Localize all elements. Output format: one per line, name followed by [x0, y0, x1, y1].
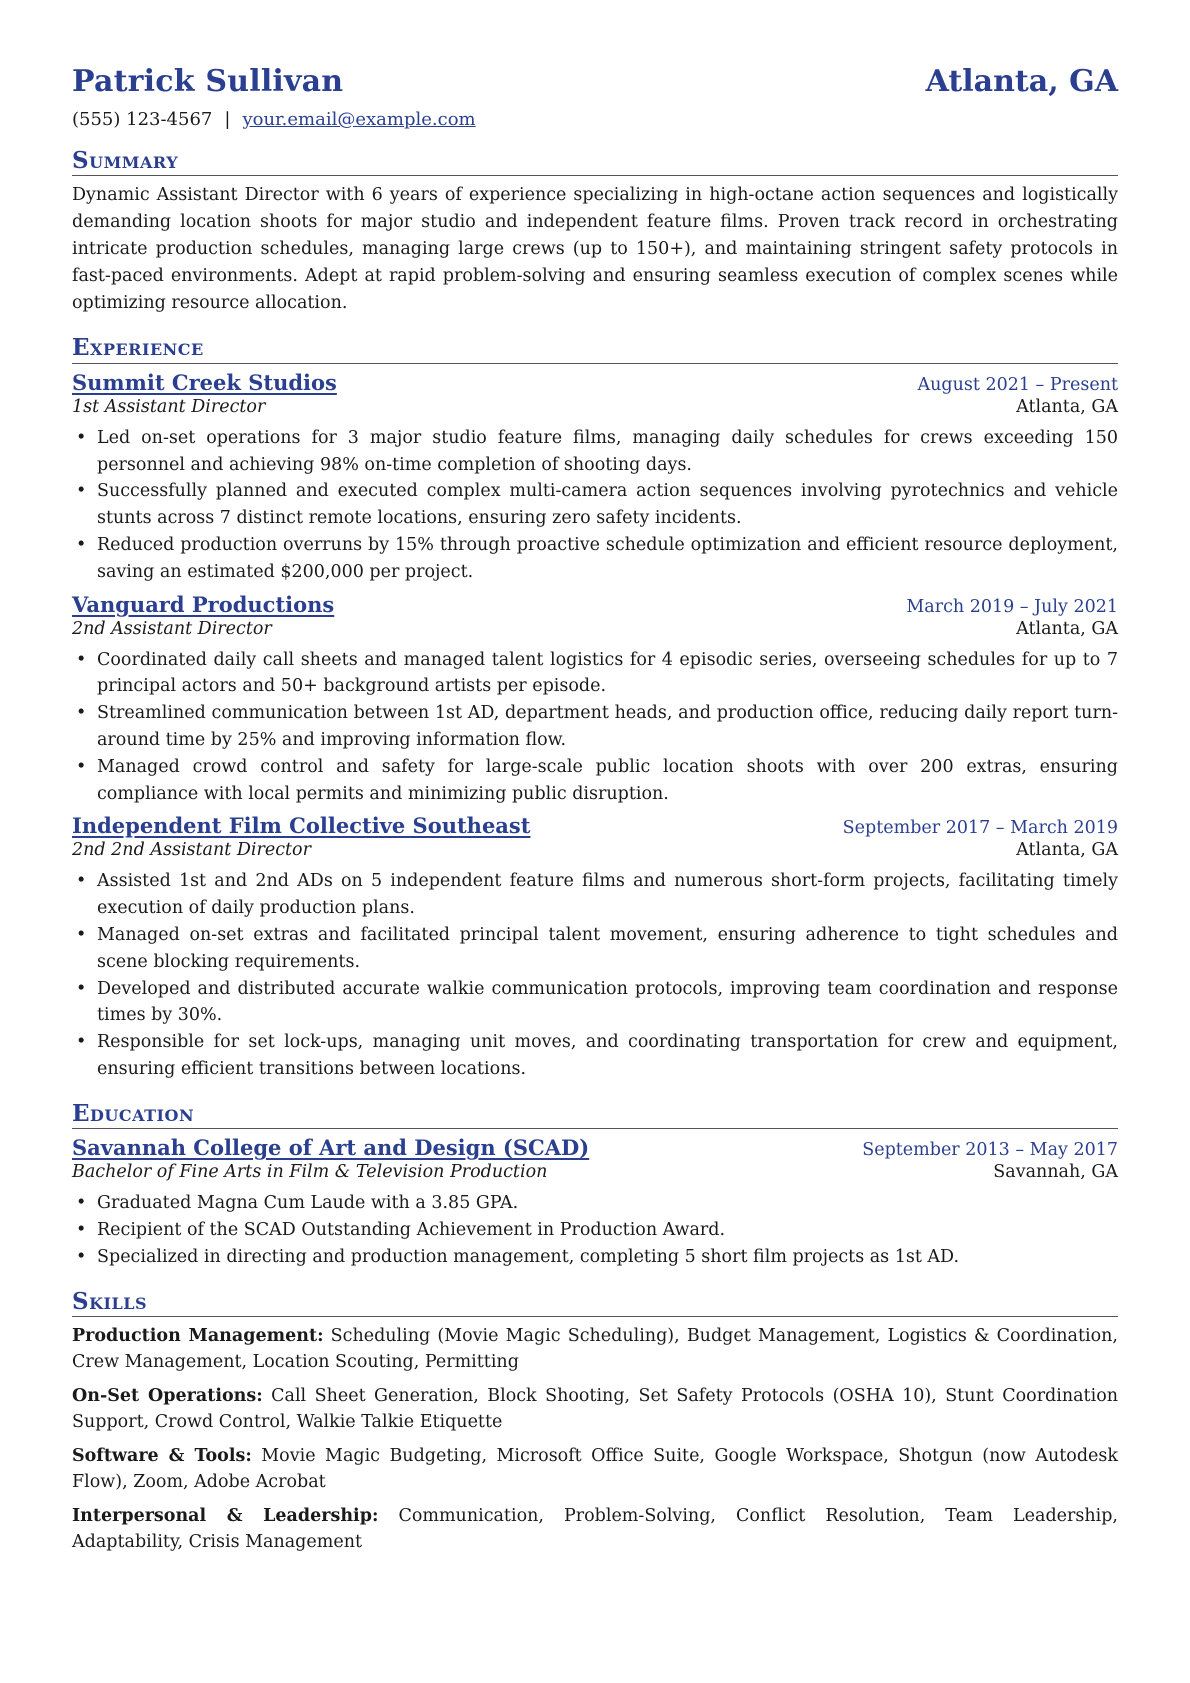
- job-location: Atlanta, GA: [1016, 396, 1118, 417]
- skill-row: [72, 1503, 1118, 1555]
- education-highlights: [72, 1190, 1118, 1270]
- employment-dates: September 2017 – March 2019: [842, 818, 1118, 839]
- skill-category: Software & Tools:: [72, 1446, 252, 1467]
- experience-entry: [72, 370, 1118, 586]
- summary-section: [72, 148, 1118, 317]
- list-item: • Streamlined communication between 1st AD, department heads, and production office, reducing daily report turn-around time by 25% and improving information flow.: [97, 700, 1118, 754]
- achievement-list: [72, 868, 1118, 1082]
- section-title-skills: Skills: [72, 1289, 1118, 1317]
- section-title-education: Education: [72, 1101, 1118, 1129]
- school-name[interactable]: Savannah College of Art and Design (SCAD): [72, 1135, 590, 1161]
- list-item: • Assisted 1st and 2nd ADs on 5 independent feature films and numerous short-form projects, facilitating timely execution of daily production plans.: [97, 868, 1118, 922]
- contact-separator: |: [224, 109, 231, 130]
- header: [72, 64, 1118, 99]
- job-title: 2nd Assistant Director: [72, 618, 272, 639]
- list-item: • Managed crowd control and safety for large-scale public location shoots with over 200 extras, ensuring compliance with local permits and minimizing public disruption.: [97, 754, 1118, 808]
- contact-line: [72, 109, 1118, 130]
- job-location: Atlanta, GA: [1016, 840, 1118, 861]
- degree-title: Bachelor of Fine Arts in Film & Television Production: [72, 1162, 548, 1183]
- email-link[interactable]: your.email@example.com: [242, 109, 476, 130]
- list-item: • Successfully planned and executed complex multi-camera action sequences involving pyrotechnics and vehicle stunts across 7 distinct remote locations, ensuring zero safety incidents.: [97, 478, 1118, 532]
- skills-list: [72, 1323, 1118, 1555]
- skill-row: [72, 1443, 1118, 1495]
- experience-section: [72, 335, 1118, 1082]
- list-item: • Coordinated daily call sheets and managed talent logistics for 4 episodic series, overseeing schedules for up to 7 principal actors and 50+ background artists per episode.: [97, 647, 1118, 701]
- skill-row: [72, 1323, 1118, 1375]
- skill-category: Production Management:: [72, 1326, 324, 1347]
- education-dates: September 2013 – May 2017: [862, 1140, 1118, 1161]
- employment-dates: March 2019 – July 2021: [906, 596, 1118, 617]
- list-item: • Managed on-set extras and facilitated principal talent movement, ensuring adherence to tight schedules and scene blocking requirements.: [97, 922, 1118, 976]
- list-item: • Responsible for set lock-ups, managing unit moves, and coordinating transportation for crew and equipment, ensuring efficient transitions between locations.: [97, 1029, 1118, 1083]
- phone-number: (555) 123-4567: [72, 109, 213, 130]
- list-item: • Reduced production overruns by 15% through proactive schedule optimization and efficient resource deployment, saving an estimated $200,000 per project.: [97, 532, 1118, 586]
- school-location: Savannah, GA: [993, 1162, 1118, 1183]
- list-item: • Led on-set operations for 3 major studio feature films, managing daily schedules for crews exceeding 150 personnel and achieving 98% on-time completion of shooting days.: [97, 425, 1118, 479]
- skill-row: [72, 1383, 1118, 1435]
- skill-category: On-Set Operations:: [72, 1386, 263, 1407]
- skill-items: Movie Magic Budgeting, Microsoft Office Suite, Google Workspace, Shotgun (now Autodesk Flow), Zoom, Adobe Acrobat: [72, 1446, 1118, 1493]
- education-entry: [72, 1135, 1118, 1270]
- experience-entry: [72, 592, 1118, 808]
- candidate-location: Atlanta, GA: [925, 64, 1118, 99]
- employer-name[interactable]: Vanguard Productions: [72, 591, 335, 617]
- job-location: Atlanta, GA: [1016, 618, 1118, 639]
- skill-category: Interpersonal & Leadership:: [72, 1506, 379, 1527]
- employer-name[interactable]: Independent Film Collective Southeast: [72, 813, 531, 839]
- job-title: 2nd 2nd Assistant Director: [72, 840, 311, 861]
- experience-entry: [72, 813, 1118, 1082]
- list-item: • Recipient of the SCAD Outstanding Achievement in Production Award.: [97, 1217, 1118, 1244]
- list-item: • Specialized in directing and production management, completing 5 short film projects as 1st AD.: [97, 1244, 1118, 1271]
- skill-items: Scheduling (Movie Magic Scheduling), Budget Management, Logistics & Coordination, Crew Management, Location Scouting, Permitting: [72, 1326, 1118, 1373]
- achievement-list: [72, 425, 1118, 586]
- education-section: [72, 1101, 1118, 1271]
- list-item: • Graduated Magna Cum Laude with a 3.85 GPA.: [97, 1190, 1118, 1217]
- candidate-name: Patrick Sullivan: [72, 64, 344, 99]
- achievement-list: [72, 647, 1118, 808]
- list-item: • Developed and distributed accurate walkie communication protocols, improving team coordination and response times by 30%.: [97, 976, 1118, 1030]
- section-title-summary: Summary: [72, 148, 1118, 176]
- job-title: 1st Assistant Director: [72, 396, 266, 417]
- skills-section: [72, 1289, 1118, 1555]
- skill-items: Communication, Problem-Solving, Conflict Resolution, Team Leadership, Adaptability, Crisis Management: [72, 1506, 1118, 1553]
- employment-dates: August 2021 – Present: [917, 374, 1118, 395]
- employer-name[interactable]: Summit Creek Studios: [72, 369, 337, 395]
- summary-text: Dynamic Assistant Director with 6 years of experience specializing in high-octane action sequences and logistically demanding location shoots for major studio and independent feature films. Proven track record in orchestrating intricate production schedules, managing large crews (up to 150+), and maintaining stringent safety protocols in fast-paced environments. Adept at rapid problem-solving and ensuring seamless execution of complex scenes while optimizing resource allocation.: [72, 185, 1118, 314]
- skill-items: Call Sheet Generation, Block Shooting, Set Safety Protocols (OSHA 10), Stunt Coordination Support, Crowd Control, Walkie Talkie Etiquette: [72, 1386, 1118, 1433]
- section-title-experience: Experience: [72, 335, 1118, 363]
